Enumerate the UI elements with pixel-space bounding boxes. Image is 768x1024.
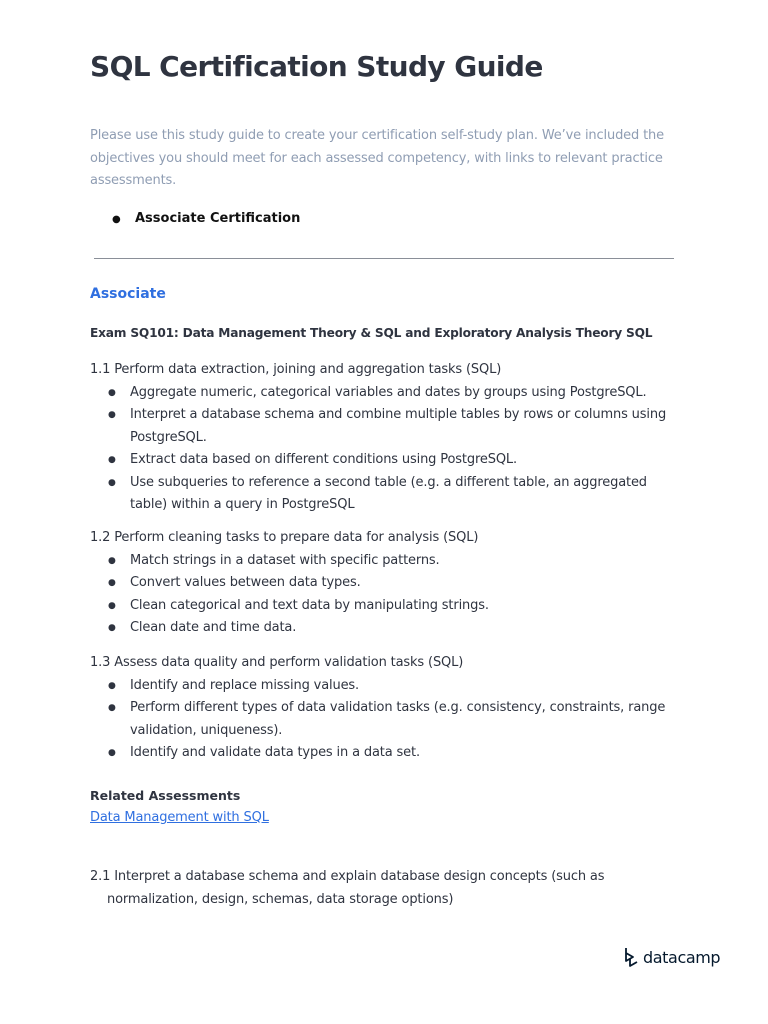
logo-text: datacamp [643,947,721,967]
objective-1-1 [90,359,690,517]
datacamp-logo-icon [624,946,640,968]
list-item-text: Clean date and time data. [130,620,297,635]
list-item-text: Identify and replace missing values. [130,677,360,693]
objective-1-2 [90,527,690,640]
list-item [90,449,670,472]
related-assessments-heading: Related Assessments [90,788,241,803]
list-item-text: Aggregate numeric, categorical variables and dates by groups using PostgreSQL. [130,384,647,400]
bullet-icon: ● [108,410,116,420]
page-title: SQL Certification Study Guide [90,50,543,83]
list-item-text: Identify and validate data types in a data set. [130,745,420,760]
list-item [90,742,670,765]
list-item-text: Use subqueries to reference a second table (e.g. a different table, an aggregated table) within a query in PostgreSQL [130,474,647,512]
objective-title: 1.1 Perform data extraction, joining and aggregation tasks (SQL) [90,362,502,377]
list-item-text: Convert values between data types. [130,575,361,590]
bullet-icon: ● [108,455,116,465]
objective-1-3 [90,652,690,765]
list-item [90,697,670,742]
section-heading: Associate [90,286,166,302]
exam-heading: Exam SQ101: Data Management Theory & SQL and Exploratory Analysis Theory SQL [90,326,653,340]
bullet-icon: ● [108,748,116,758]
bullet-icon: ● [108,680,116,691]
list-item-text: Clean categorical and text data by manipulating strings. [130,597,489,613]
list-item [90,404,670,449]
datacamp-logo [624,946,720,968]
toc-item-label: Associate Certification [135,211,301,226]
list-item [90,572,670,595]
bullet-icon: ● [108,623,116,633]
objective-title: 1.3 Assess data quality and perform validation tasks (SQL) [90,655,464,670]
bullet-icon: ● [108,703,116,713]
list-item [90,617,670,640]
divider [94,258,674,259]
related-assessment-link[interactable]: Data Management with SQL [90,810,269,825]
list-item [90,382,670,405]
intro-paragraph: Please use this study guide to create your certification self-study plan. We’ve included the objectives you should meet for each assessed competency, with links to relevant practice assessments. [90,128,664,188]
table-of-contents [112,209,300,230]
toc-item-associate[interactable] [112,209,300,230]
list-item-text: Match strings in a dataset with specific patterns. [130,552,440,568]
bullet-icon: ● [108,578,116,588]
bullet-icon: ● [108,600,116,611]
bullet-icon: ● [108,477,116,488]
bullet-icon: ● [108,387,116,398]
objective-2-1: 2.1 Interpret a database schema and explain database design concepts (such as normalization, design, schemas, data storage options) [90,869,605,907]
bullet-icon: ● [112,214,121,225]
list-item-text: Interpret a database schema and combine multiple tables by rows or columns using PostgreSQL. [130,407,667,445]
objective-title: 1.2 Perform cleaning tasks to prepare data for analysis (SQL) [90,530,479,545]
objective-list [90,550,690,640]
objective-list [90,675,690,765]
list-item [90,595,670,618]
list-item-text: Perform different types of data validation tasks (e.g. consistency, constraints, range validation, uniqueness). [130,700,666,738]
list-item-text: Extract data based on different conditions using PostgreSQL. [130,452,517,467]
list-item [90,675,670,698]
list-item [90,550,670,573]
objective-list [90,382,690,517]
bullet-icon: ● [108,555,116,566]
list-item [90,472,670,517]
